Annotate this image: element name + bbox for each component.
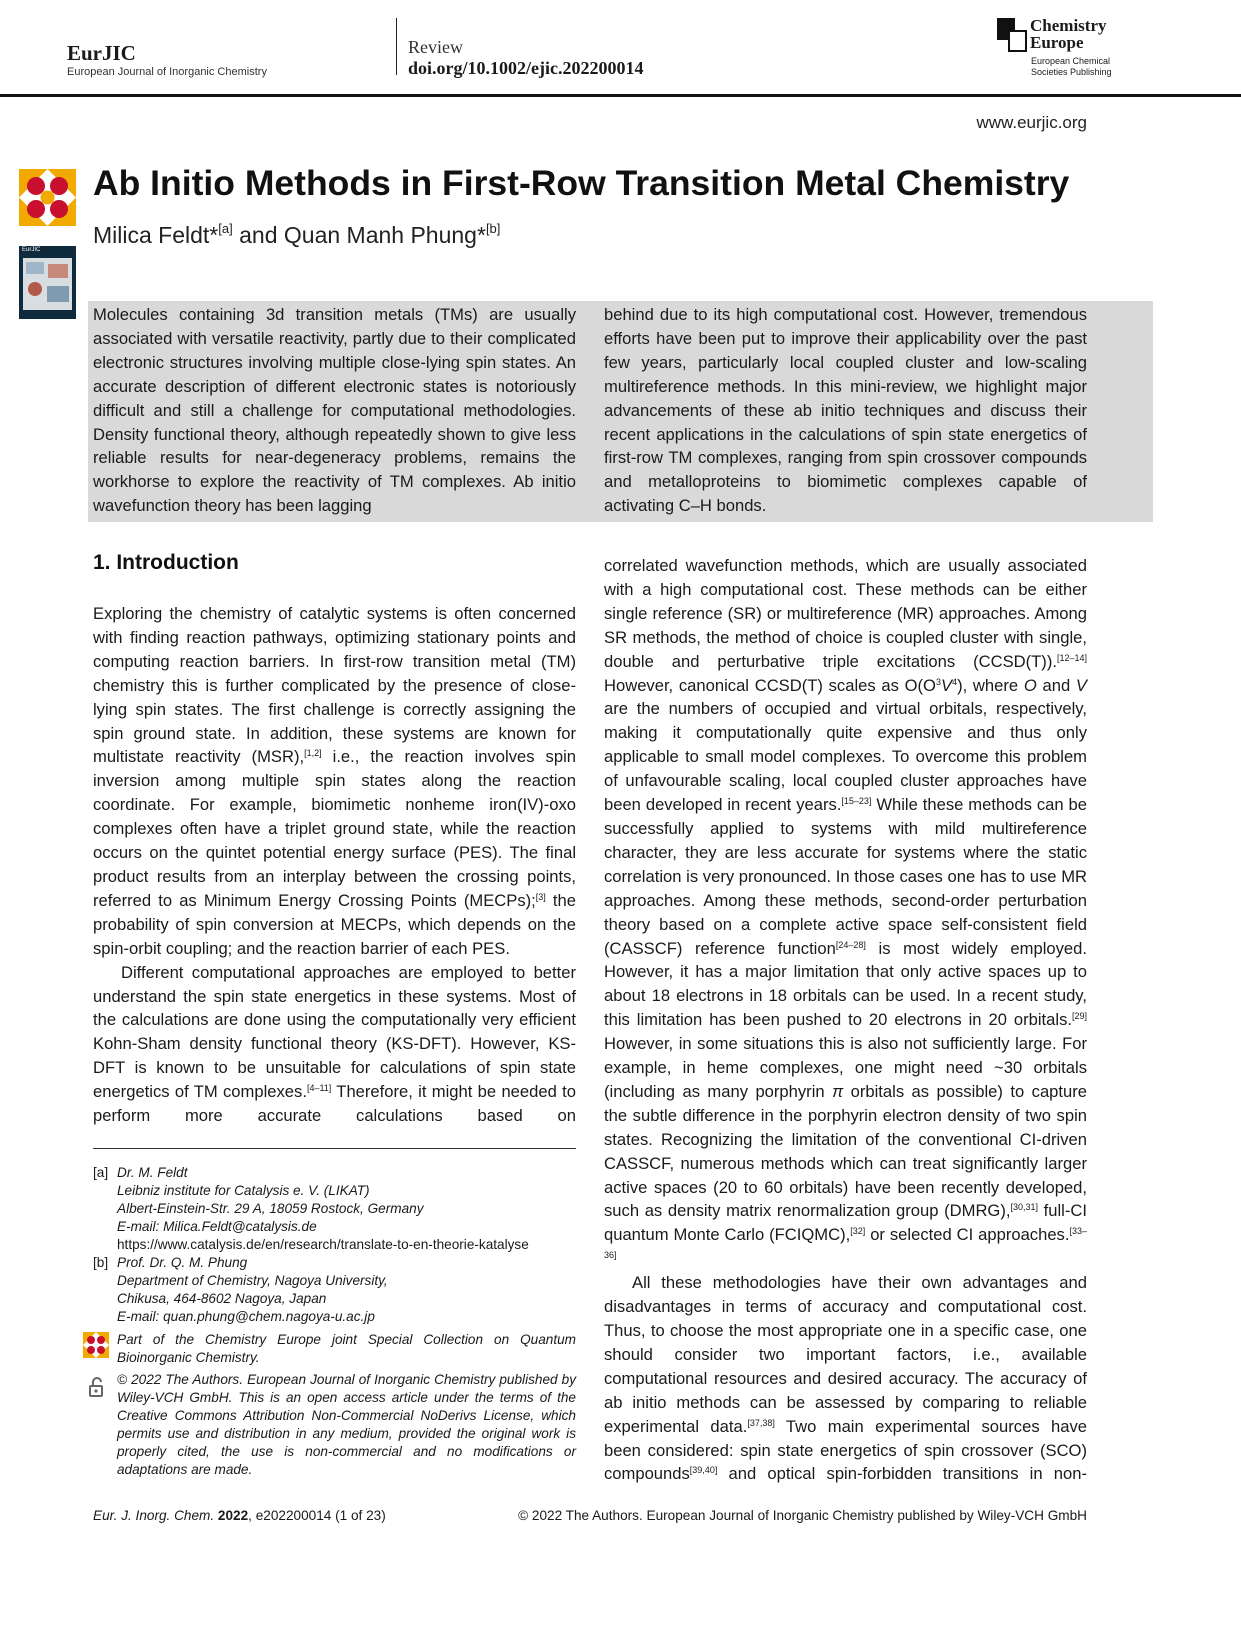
- footer-year: 2022: [217, 1508, 249, 1523]
- footnote-divider: [93, 1148, 576, 1149]
- citation[interactable]: [33–36]: [604, 1226, 1087, 1261]
- cover-graphic: [23, 258, 72, 310]
- publisher-sub-line2: Societies Publishing: [1031, 67, 1112, 77]
- header-rule: [0, 94, 1241, 97]
- citation[interactable]: [29]: [1071, 1011, 1087, 1022]
- affiliation-b-label: [b]: [93, 1255, 109, 1270]
- publisher-name: [1030, 17, 1106, 51]
- citation[interactable]: [37,38]: [747, 1417, 775, 1428]
- citation[interactable]: [24–28]: [835, 939, 866, 950]
- affiliation-line: Albert-Einstein-Str. 29 A, 18059 Rostock, Germany: [117, 1201, 424, 1216]
- author-2-affiliation: [b]: [485, 221, 501, 236]
- citation[interactable]: [32]: [850, 1226, 866, 1237]
- author-1-affiliation: [a]: [218, 221, 233, 236]
- chemistry-europe-logo-icon: [997, 18, 1027, 52]
- journal-full-name: European Journal of Inorganic Chemistry: [67, 66, 267, 78]
- affiliation-line: Prof. Dr. Q. M. Phung: [117, 1255, 248, 1270]
- publisher-subtitle: [1031, 56, 1112, 78]
- affiliation-line: Department of Chemistry, Nagoya University,: [117, 1273, 388, 1288]
- affiliation-a: [93, 1164, 583, 1254]
- citation[interactable]: [15–23]: [841, 796, 872, 807]
- citation[interactable]: [3]: [535, 891, 546, 902]
- affiliation-line: Dr. M. Feldt: [117, 1165, 188, 1180]
- author-and: and: [232, 222, 284, 248]
- paragraph: Exploring the chemistry of catalytic systems is often concerned with finding reaction pathways, optimizing stationary points and computing reaction barriers. In first-row transition metal (TM) chemistry this is further complicated by the presence of close-lying spin states. The first challenge is correctly assigning the spin ground state. In addition, these systems are known for multistate reactivity (MSR),[1,2] i.e., the reaction involves spin inversion among multiple spin states along the reaction coordinate. For example, biomimetic nonheme iron(IV)-oxo complexes often have a triplet ground state, while the reaction occurs on the quintet potential energy surface (PES). The final product results from an interplay between the crossing points, referred to as Minimum Energy Crossing Points (MECPs);[3] the probability of spin conversion at MECPs, which depends on the spin-orbit coupling; and the reaction barrier of each PES.: [93, 604, 576, 958]
- affiliation-b: [93, 1254, 583, 1326]
- journal-abbr: EurJIC: [67, 41, 136, 65]
- license-note: © 2022 The Authors. European Journal of Inorganic Chemistry published by Wiley-VCH GmbH. This is an open access article under the terms of the Creative Commons Attribution Non-Commercial NoDerivs License, which permits use and distribution in any medium, provided the original work is properly cited, the use is non-commercial and no modifications or adaptations are made.: [117, 1372, 576, 1477]
- section-heading: 1. Introduction: [93, 551, 239, 574]
- collection-logo-icon: [19, 169, 76, 226]
- affiliation-email[interactable]: E-mail: quan.phung@chem.nagoya-u.ac.jp: [117, 1309, 375, 1324]
- footer-journal: Eur. J. Inorg. Chem.: [93, 1508, 215, 1523]
- paragraph: Different computational approaches are employed to better understand the spin state energetics in these systems. Most of the calculations are done using the computationally very efficient Kohn-Sham density functional theory (KS-DFT). However, KS-DFT is known to be unsuitable for calculations of spin state energetics of TM complexes.[4–11] Therefore, it might be needed to perform more accurate calculations based on: [93, 962, 576, 1126]
- collection-note: Part of the Chemistry Europe joint Special Collection on Quantum Bioinorganic Chemistry.: [117, 1332, 576, 1365]
- collection-small-icon: [83, 1332, 109, 1358]
- citation[interactable]: [1,2]: [304, 748, 322, 759]
- open-access-icon: [88, 1376, 106, 1398]
- paragraph: correlated wavefunction methods, which are usually associated with a high computational cost. These methods can be either single reference (SR) or multireference (MR) approaches. Among SR methods, the method of choice is coupled cluster with single, double and perturbative triple excitations (CCSD(T)).[12–14] However, canonical CCSD(T) scales as $O(O^3V^4)$, where O and V are the numbers of occupied and virtual orbitals, respectively, making it computationally quite expensive and thus only applicable to small model complexes. To overcome this problem of unfavourable scaling, local coupled cluster approaches have been developed in recent years.[15–23] While these methods can be successfully applied to systems with mild multireference character, they are less accurate for systems where the static correlation is very pronounced. In those cases one has to use MR approaches. Among these methods, second-order perturbation theory based on a complete active space self-consistent field (CASSCF) reference function[24–28] is most widely employed. However, it has a major limitation that only active spaces up to about 18 electrons in 18 orbitals can be used. In a recent study, this limitation has been pushed to 20 electrons in 20 orbitals.[29] However, in some situations this is also not sufficiently large. For example, in heme complexes, one might need ~30 orbitals (including as many porphyrin π orbitals as possible) to capture the subtle difference in the porphyrin electron density of two spin states. Recognizing the limitation of the conventional CI-driven CASSCF, numerous methods which can treat significantly larger active spaces (20 to 60 orbitals) have been recently developed, such as density matrix renormalization group (DMRG),[30,31] full-CI quantum Monte Carlo (FCIQMC),[32] or selected CI approaches.[33–36]: [604, 556, 1087, 1261]
- affiliation-email[interactable]: E-mail: Milica.Feldt@catalysis.de: [117, 1219, 317, 1234]
- website-link[interactable]: www.eurjic.org: [976, 113, 1087, 132]
- publisher-name-line2: Europe: [1030, 33, 1084, 52]
- footer-citation: [93, 1508, 386, 1523]
- author-1: Milica Feldt*: [93, 222, 219, 248]
- author-line: [93, 222, 500, 249]
- intro-left-body: [93, 602, 576, 1128]
- affiliation-line: Leibniz institute for Catalysis e. V. (LIKAT): [117, 1183, 370, 1198]
- intro-right-body: [604, 554, 1087, 1486]
- article-type: Review: [408, 37, 463, 57]
- abstract-right-column: behind due to its high computational cost. However, tremendous efforts have been put to improve their applicability over the past few years, particularly local coupled cluster and low-scaling multireference methods. In this mini-review, we highlight major advancements of these ab initio techniques and discuss their recent applications in the calculations of spin state energetics of first-row TM complexes, ranging from spin crossover compounds and metalloproteins to biomimetic complexes capable of activating C–H bonds.: [604, 305, 1087, 516]
- footer-copyright: © 2022 The Authors. European Journal of Inorganic Chemistry published by Wiley-VCH GmbH: [518, 1508, 1087, 1523]
- paragraph: All these methodologies have their own advantages and disadvantages in terms of accuracy and computational cost. Thus, to choose the most appropriate one in a specific case, one should consider two important factors, i.e., available computational resources and desired accuracy. The accuracy of ab initio methods can be assessed by comparing to reliable experimental data.[37,38] Two main experimental sources have been considered: spin state energetics of spin crossover (SCO) compounds[39,40] and optical spin-forbidden transitions in non-: [604, 1273, 1087, 1484]
- citation[interactable]: [4–11]: [306, 1083, 332, 1094]
- citation[interactable]: [30,31]: [1010, 1202, 1038, 1213]
- affiliation-a-label: [a]: [93, 1165, 109, 1180]
- cover-label: EurJIC: [22, 247, 41, 253]
- abstract-left-column: Molecules containing 3d transition metals (TMs) are usually associated with versatile reactivity, partly due to their complicated electronic structures involving multiple close-lying spin states. An accurate description of different electronic states is notoriously difficult and still a challenge for computational methodologies. Density functional theory, although repeatedly shown to give less reliable results for near-degeneracy problems, remains the workhorse to explore the reactivity of TM complexes. Ab initio wavefunction theory has been lagging: [93, 305, 576, 516]
- affiliation-line: Chikusa, 464-8602 Nagoya, Japan: [117, 1291, 327, 1306]
- author-2: Quan Manh Phung*: [283, 222, 486, 248]
- header-divider: [396, 18, 397, 75]
- doi-link[interactable]: doi.org/10.1002/ejic.202200014: [408, 58, 644, 78]
- publisher-sub-line1: European Chemical: [1031, 56, 1111, 66]
- citation[interactable]: [12–14]: [1056, 652, 1087, 663]
- footer-article-number: , e202200014 (1 of 23): [248, 1508, 386, 1523]
- citation[interactable]: [39,40]: [689, 1465, 718, 1476]
- article-title: Ab Initio Methods in First-Row Transition Metal Chemistry: [93, 163, 1070, 203]
- affiliation-url[interactable]: https://www.catalysis.de/en/research/translate-to-en-theorie-katalyse: [117, 1237, 529, 1252]
- publisher-name-line1: Chemistry: [1030, 16, 1107, 35]
- journal-cover-thumbnail: [19, 246, 76, 319]
